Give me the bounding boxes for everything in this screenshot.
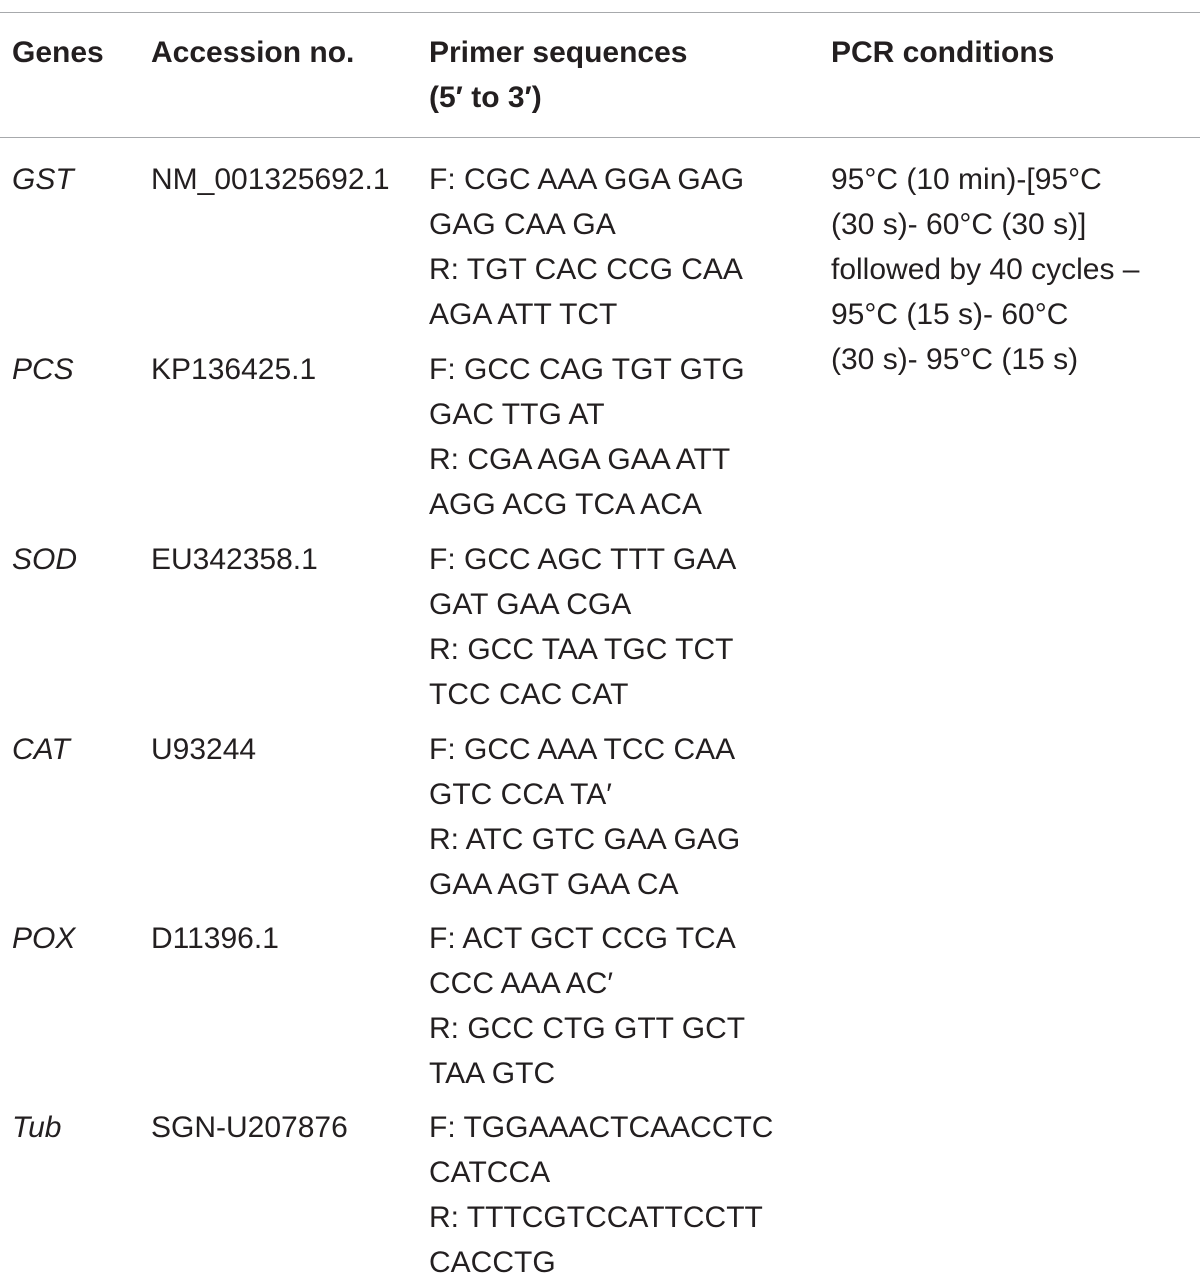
header-primer-line2: (5′ to 3′) [429, 81, 542, 114]
pcr-condition-line: followed by 40 cycles – [831, 253, 1140, 286]
primer-line: R: TGT CAC CCG CAA [429, 253, 743, 286]
header-genes: Genes [12, 36, 104, 69]
gene-name: GST [12, 163, 74, 196]
accession-number: U93244 [151, 733, 257, 766]
primer-line: F: GCC AGC TTT GAA [429, 543, 737, 576]
pcr-condition-line: 95°C (15 s)- 60°C [831, 298, 1069, 331]
primer-sequence [429, 157, 744, 337]
primer-sequence [429, 916, 745, 1096]
primer-line: GAG CAA GA [429, 208, 616, 241]
accession-number: KP136425.1 [151, 353, 317, 386]
pcr-condition-line: 95°C (10 min)-[95°C [831, 163, 1102, 196]
primer-line: R: GCC CTG GTT GCT [429, 1012, 746, 1045]
table-top-rule [0, 12, 1200, 13]
header-rule [0, 137, 1200, 138]
primer-line: GAC TTG AT [429, 398, 605, 431]
gene-name: PCS [12, 353, 74, 386]
primer-line: CATCCA [429, 1156, 551, 1189]
header-primer-line1: Primer sequences [429, 36, 688, 69]
header-pcr-conditions: PCR conditions [831, 36, 1055, 69]
accession-number: SGN-U207876 [151, 1111, 348, 1144]
primer-line: TAA GTC [429, 1057, 556, 1090]
gene-name: CAT [12, 733, 70, 766]
primer-sequence [429, 727, 740, 907]
primer-line: F: ACT GCT CCG TCA [429, 922, 736, 955]
pcr-condition-line: (30 s)- 95°C (15 s) [831, 343, 1079, 376]
pcr-conditions [831, 157, 1140, 382]
primer-line: GAT GAA CGA [429, 588, 632, 621]
gene-name: POX [12, 922, 76, 955]
primer-line: TCC CAC CAT [429, 678, 629, 711]
gene-name: Tub [12, 1111, 62, 1144]
gene-name: SOD [12, 543, 78, 576]
primer-line: F: TGGAAACTCAACCTC [429, 1111, 774, 1144]
primer-line: R: CGA AGA GAA ATT [429, 443, 731, 476]
header-accession: Accession no. [151, 36, 355, 69]
accession-number: D11396.1 [151, 922, 279, 955]
accession-number: EU342358.1 [151, 543, 318, 576]
primer-line: CCC AAA AC′ [429, 967, 614, 1000]
primer-line: F: CGC AAA GGA GAG [429, 163, 745, 196]
primer-sequence [429, 1105, 773, 1285]
primer-line: GAA AGT GAA CA [429, 868, 679, 901]
primer-sequence [429, 347, 745, 527]
primer-line: GTC CCA TA′ [429, 778, 612, 811]
pcr-condition-line: (30 s)- 60°C (30 s)] [831, 208, 1087, 241]
primer-line: R: GCC TAA TGC TCT [429, 633, 734, 666]
primer-line: F: GCC CAG TGT GTG [429, 353, 745, 386]
primer-line: R: TTTCGTCCATTCCTT [429, 1201, 763, 1234]
primer-line: AGA ATT TCT [429, 298, 618, 331]
primer-line: AGG ACG TCA ACA [429, 488, 702, 521]
primer-line: R: ATC GTC GAA GAG [429, 823, 741, 856]
primer-line: CACCTG [429, 1246, 556, 1279]
primer-line: F: GCC AAA TCC CAA [429, 733, 736, 766]
header-primer-sequences [429, 30, 687, 120]
accession-number: NM_001325692.1 [151, 163, 390, 196]
primer-sequence [429, 537, 736, 717]
